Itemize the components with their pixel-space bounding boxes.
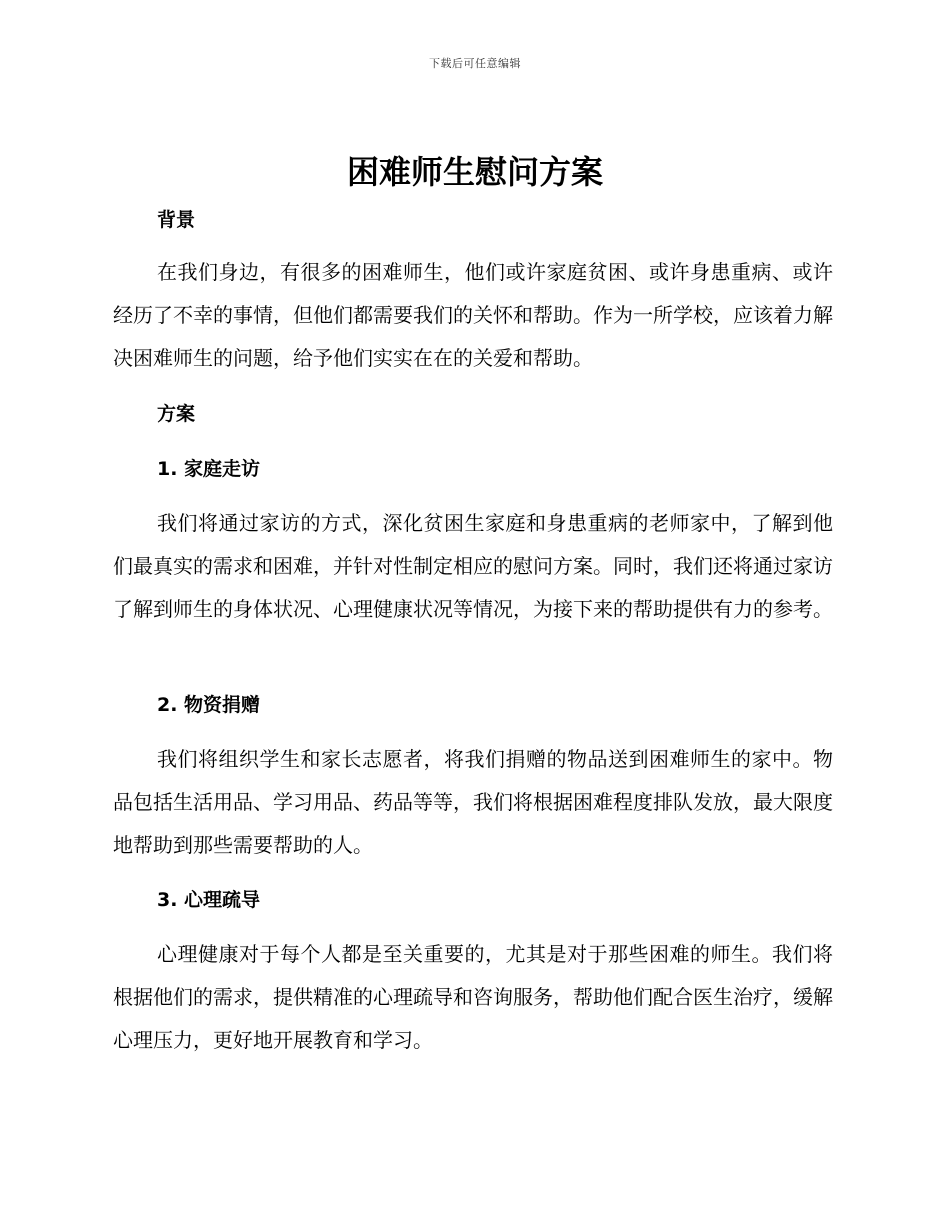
item-heading-donation: 2. 物资捐赠 (157, 694, 261, 716)
counseling-paragraph: 心理健康对于每个人都是至关重要的，尤其是对于那些困难的师生。我们将根据他们的需求，提供精准的心理疏导和咨询服务，帮助他们配合医生治疗，缓解心理压力，更好地开展教育和学习。 (113, 942, 833, 1052)
section-heading-plan: 方案 (157, 403, 196, 425)
item-heading-home-visit: 1. 家庭走访 (157, 458, 261, 480)
section-heading-background: 背景 (157, 209, 196, 231)
home-visit-paragraph: 我们将通过家访的方式，深化贫困生家庭和身患重病的老师家中，了解到他们最真实的需求和困难，并针对性制定相应的慰问方案。同时，我们还将通过家访了解到师生的身体状况、心理健康状况等情况，为接下来的帮助提供有力的参考。 (113, 511, 833, 621)
document-title: 困难师生慰问方案 (346, 153, 603, 191)
page-header-note: 下载后可任意编辑 (429, 57, 521, 70)
donation-paragraph: 我们将组织学生和家长志愿者，将我们捐赠的物品送到困难师生的家中。物品包括生活用品、学习用品、药品等等，我们将根据困难程度排队发放，最大限度地帮助到那些需要帮助的人。 (113, 747, 833, 857)
item-heading-counseling: 3. 心理疏导 (157, 889, 261, 911)
background-paragraph: 在我们身边，有很多的困难师生，他们或许家庭贫困、或许身患重病、或许经历了不幸的事情，但他们都需要我们的关怀和帮助。作为一所学校，应该着力解决困难师生的问题，给予他们实实在在的关爱和帮助。 (113, 260, 833, 370)
